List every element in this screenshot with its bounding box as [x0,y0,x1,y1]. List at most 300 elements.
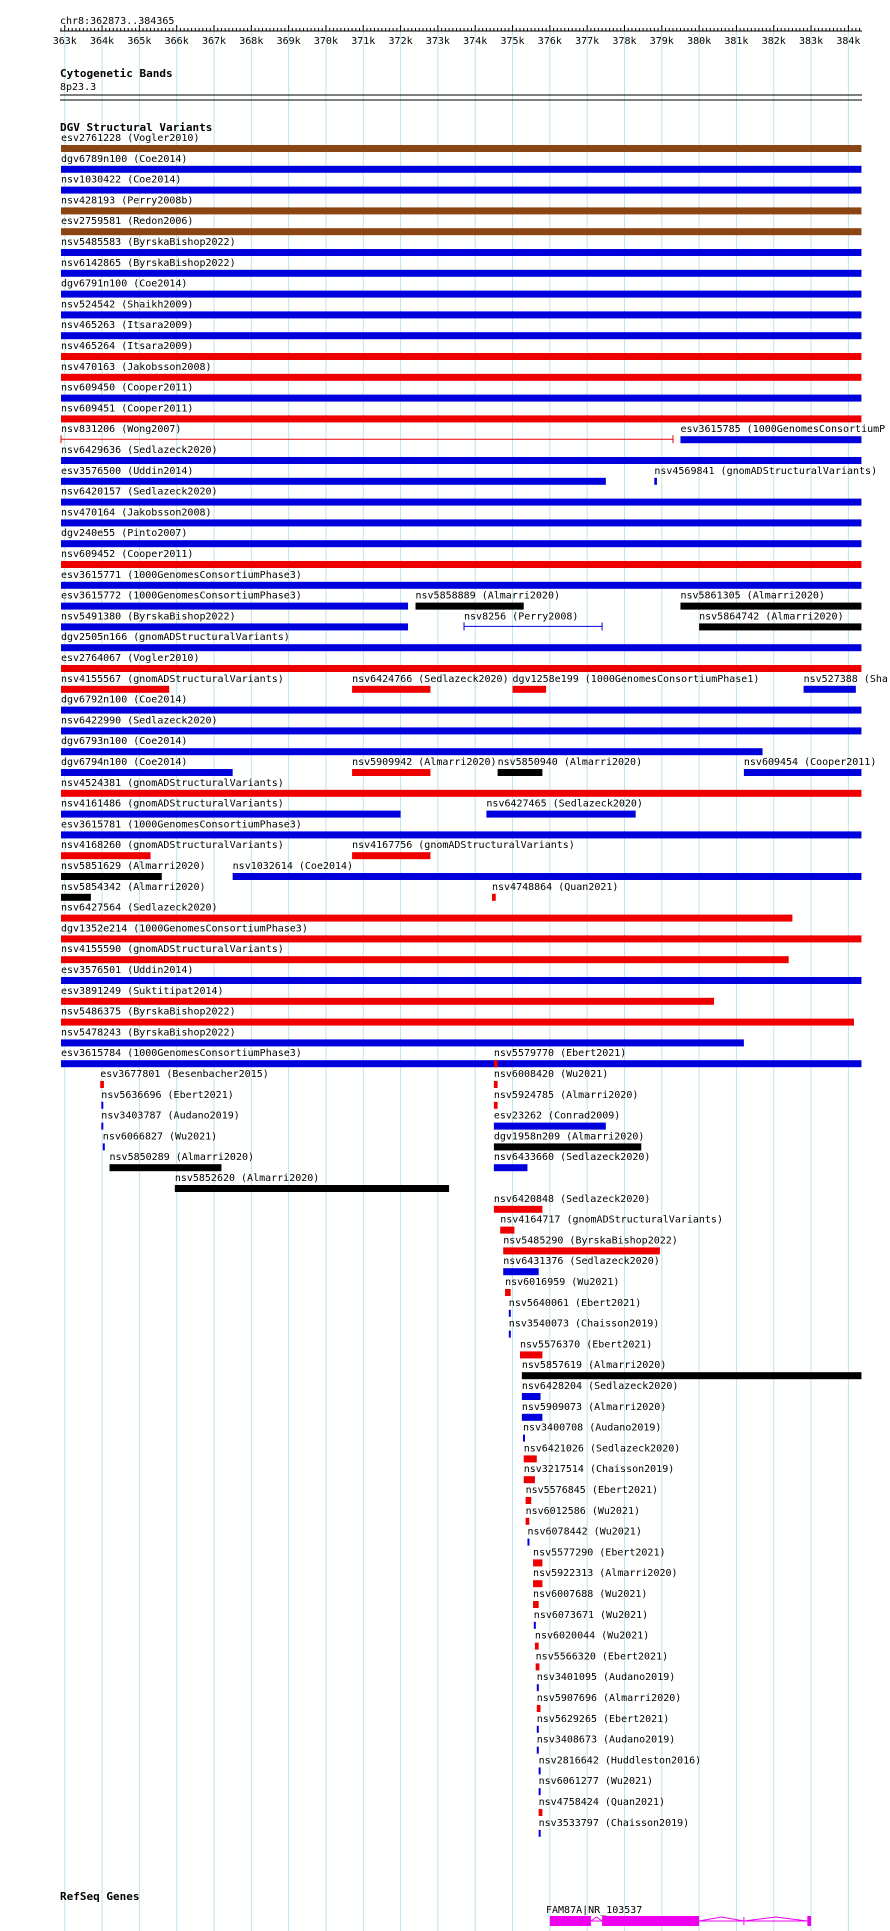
sv-feature-bar[interactable] [522,1414,543,1421]
sv-feature-bar[interactable] [61,748,763,755]
sv-feature[interactable] [61,383,861,402]
sv-feature-bar[interactable] [61,1039,744,1046]
sv-feature[interactable] [537,1735,675,1754]
sv-feature-bar[interactable] [494,1102,498,1109]
sv-feature-label[interactable]: nsv5852620 (Almarri2020) [174,1173,320,1184]
sv-feature-label[interactable]: nsv609451 (Cooper2011) [61,403,194,415]
sv-feature-bar[interactable] [522,1372,862,1379]
sv-feature-bar[interactable] [61,644,861,651]
sv-feature-bar[interactable] [352,769,430,776]
sv-feature-label[interactable]: dgv1352e214 (1000GenomesConsortiumPhase3) [61,923,308,935]
gene-exon[interactable] [807,1916,811,1926]
sv-feature-bar[interactable] [61,228,861,235]
sv-feature-bar[interactable] [513,686,547,693]
sv-feature[interactable] [110,1152,255,1171]
sv-feature-label[interactable]: nsv6421026 (Sedlazeck2020) [523,1443,681,1455]
sv-feature-bar[interactable] [416,603,524,610]
sv-feature-label[interactable]: nsv465264 (Itsara2009) [61,341,194,352]
sv-feature[interactable] [61,320,861,339]
sv-feature-label[interactable]: nsv527388 (Sha [803,673,888,685]
sv-feature[interactable] [61,903,792,922]
sv-feature-bar[interactable] [61,291,861,298]
sv-feature[interactable] [494,1131,645,1150]
sv-feature-label[interactable]: esv3576500 (Uddin2014) [61,465,194,477]
sv-feature[interactable] [539,1797,665,1816]
sv-feature[interactable] [503,1256,660,1275]
sv-feature-bar[interactable] [110,1164,222,1171]
sv-feature-bar[interactable] [537,1684,539,1691]
sv-feature-bar[interactable] [61,145,861,152]
sv-feature-bar[interactable] [505,1289,511,1296]
sv-feature-bar[interactable] [61,852,151,859]
sv-feature[interactable] [61,258,861,277]
sv-feature[interactable] [494,1090,639,1109]
sv-feature-bar[interactable] [61,1019,854,1026]
sv-feature-bar[interactable] [61,207,861,214]
sv-feature-bar[interactable] [523,1435,525,1442]
sv-feature[interactable] [744,757,876,776]
sv-feature-bar[interactable] [804,686,856,693]
sv-feature-bar[interactable] [61,998,714,1005]
sv-feature-bar[interactable] [352,686,430,693]
sv-feature-bar[interactable] [100,1081,104,1088]
sv-feature-label[interactable]: nsv5485290 (ByrskaBishop2022) [503,1235,678,1247]
sv-feature-label[interactable]: nsv5922313 (Almarri2020) [533,1568,678,1580]
sv-feature[interactable] [536,1651,668,1670]
sv-feature[interactable] [539,1818,690,1837]
sv-feature[interactable] [61,632,861,651]
sv-feature-label[interactable]: nsv6078442 (Wu2021) [527,1526,642,1538]
sv-feature-bar[interactable] [61,311,861,318]
sv-feature[interactable] [61,965,861,984]
sv-feature[interactable] [61,362,861,381]
sv-feature[interactable] [500,1215,723,1234]
sv-feature-label[interactable]: nsv5857619 (Almarri2020) [521,1360,667,1372]
sv-feature-label[interactable]: esv3891249 (Suktitipat2014) [61,985,224,997]
sv-feature-label[interactable]: nsv4155567 (gnomADStructuralVariants) [61,673,284,685]
sv-feature-label[interactable]: nsv3401095 (Audano2019) [536,1672,676,1684]
sv-feature-label[interactable]: nsv5924785 (Almarri2020) [493,1089,639,1101]
sv-feature[interactable] [61,611,408,630]
sv-feature[interactable] [61,923,861,942]
sv-feature[interactable] [61,736,763,755]
sv-feature-bar[interactable] [61,811,401,818]
sv-feature[interactable] [804,674,888,693]
sv-feature-label[interactable]: nsv6016959 (Wu2021) [505,1277,620,1288]
sv-feature[interactable] [61,778,861,797]
sv-feature-label[interactable]: nsv6073671 (Wu2021) [533,1609,649,1621]
sv-feature-label[interactable]: nsv5861305 (Almarri2020) [680,590,825,602]
sv-feature[interactable] [526,1506,640,1525]
sv-feature-label[interactable]: nsv6424766 (Sedlazeck2020) [352,673,509,685]
sv-feature[interactable] [494,1152,651,1171]
sv-feature-label[interactable]: nsv5907696 (Almarri2020) [536,1693,682,1704]
sv-feature-bar[interactable] [61,519,861,526]
sv-feature-label[interactable]: esv3615771 (1000GenomesConsortiumPhase3) [61,569,302,581]
sv-feature[interactable] [101,1111,239,1130]
sv-feature-label[interactable]: nsv4161486 (gnomADStructuralVariants) [61,798,284,810]
sv-feature-bar[interactable] [494,1164,528,1171]
sv-feature-label[interactable]: nsv470164 (Jakobsson2008) [61,507,212,519]
sv-feature-bar[interactable] [503,1268,538,1275]
sv-feature-label[interactable]: esv2759581 (Redon2006) [61,216,194,228]
sv-feature-bar[interactable] [61,935,861,942]
sv-feature-bar[interactable] [539,1767,541,1774]
sv-feature-label[interactable]: nsv5478243 (ByrskaBishop2022) [61,1027,236,1039]
sv-feature-label[interactable]: esv3576501 (Uddin2014) [61,965,194,976]
sv-feature[interactable] [61,279,861,298]
sv-feature-bar[interactable] [537,1705,541,1712]
sv-feature[interactable] [61,341,861,360]
sv-feature[interactable] [61,944,789,963]
sv-feature-label[interactable]: nsv5854342 (Almarri2020) [61,881,206,893]
sv-feature-bar[interactable] [492,894,496,901]
sv-feature-bar[interactable] [494,1206,543,1213]
sv-feature-bar[interactable] [61,353,861,360]
sv-feature-label[interactable]: nsv4168260 (gnomADStructuralVariants) [61,840,284,852]
sv-feature-label[interactable]: dgv6792n100 (Coe2014) [61,694,188,706]
sv-feature-label[interactable]: nsv6020044 (Wu2021) [534,1630,650,1642]
sv-feature[interactable] [526,1485,658,1504]
sv-feature-label[interactable]: nsv5576845 (Ebert2021) [525,1485,659,1496]
sv-feature-label[interactable]: nsv3533797 (Chaisson2019) [538,1817,690,1829]
sv-feature[interactable] [61,403,861,422]
sv-feature-bar[interactable] [526,1497,532,1504]
sv-feature[interactable] [61,570,861,589]
sv-feature[interactable] [61,175,861,194]
sv-feature[interactable] [61,819,861,838]
sv-feature[interactable] [61,195,861,214]
sv-feature-label[interactable]: nsv5909942 (Almarri2020) [352,757,497,768]
sv-feature-bar[interactable] [509,1331,511,1338]
sv-feature[interactable] [522,1402,667,1421]
position-ruler[interactable] [53,25,862,47]
sv-feature-bar[interactable] [101,1123,103,1130]
sv-feature-bar[interactable] [61,769,233,776]
sv-feature-bar[interactable] [61,686,169,693]
sv-feature[interactable] [537,1714,669,1733]
sv-feature-bar[interactable] [233,873,862,880]
sv-feature-label[interactable]: nsv1030422 (Coe2014) [61,174,182,186]
sv-feature-bar[interactable] [539,1809,543,1816]
sv-feature-label[interactable]: nsv2816642 (Huddleston2016) [538,1755,702,1767]
sv-feature-bar[interactable] [103,1143,105,1150]
sv-feature-label[interactable]: nsv3408673 (Audano2019) [536,1734,676,1746]
sv-feature-label[interactable]: nsv4164717 (gnomADStructuralVariants) [500,1214,723,1226]
sv-feature[interactable] [509,1319,660,1338]
sv-feature-label[interactable]: esv3615785 (1000GenomesConsortiumP [680,424,886,436]
sv-feature-label[interactable]: nsv5640061 (Ebert2021) [508,1297,642,1309]
sv-feature-bar[interactable] [744,769,862,776]
sv-feature-bar[interactable] [61,270,861,277]
sv-feature[interactable] [352,840,575,859]
sv-feature[interactable] [539,1755,702,1774]
sv-feature-bar[interactable] [61,956,789,963]
sv-feature-label[interactable]: dgv1258e199 (1000GenomesConsortiumPhase1) [512,673,760,685]
sv-feature-label[interactable]: nsv6422990 (Sedlazeck2020) [61,715,218,727]
sv-feature-bar[interactable] [61,582,861,589]
sv-feature-bar[interactable] [539,1788,541,1795]
sv-feature-label[interactable]: nsv6431376 (Sedlazeck2020) [503,1256,660,1268]
sv-feature[interactable] [486,799,643,818]
sv-feature-label[interactable]: nsv5629265 (Ebert2021) [536,1713,670,1725]
sv-feature-label[interactable]: nsv4167756 (gnomADStructuralVariants) [352,840,575,852]
sv-feature-bar[interactable] [61,707,861,714]
sv-feature-bar[interactable] [61,187,861,194]
sv-feature[interactable] [539,1776,653,1795]
sv-feature-bar[interactable] [526,1518,530,1525]
sv-feature-label[interactable]: nsv609450 (Cooper2011) [61,382,194,394]
sv-feature[interactable] [61,507,861,526]
sv-feature-label[interactable]: nsv6428204 (Sedlazeck2020) [521,1381,679,1392]
sv-feature-bar[interactable] [61,395,861,402]
sv-feature[interactable] [492,882,618,901]
sv-feature-label[interactable]: nsv5579770 (Ebert2021) [493,1048,627,1060]
sv-feature-bar[interactable] [533,1559,542,1566]
sv-feature-bar[interactable] [61,374,861,381]
sv-feature[interactable] [535,1631,649,1650]
sv-feature-label[interactable]: nsv6008420 (Wu2021) [493,1069,609,1080]
sv-feature-bar[interactable] [509,1310,511,1317]
sv-feature-label[interactable]: dgv6793n100 (Coe2014) [61,736,188,748]
sv-feature-bar[interactable] [61,894,91,901]
sv-feature-label[interactable]: nsv1032614 (Coe2014) [232,861,354,872]
sv-feature[interactable] [699,611,861,630]
sv-feature-bar[interactable] [534,1622,536,1629]
sv-feature-label[interactable]: nsv3540073 (Chaisson2019) [508,1318,660,1330]
sv-feature[interactable] [61,861,206,880]
sv-feature-bar[interactable] [61,249,861,256]
sv-feature[interactable] [61,757,233,776]
sv-feature-bar[interactable] [61,623,408,630]
sv-feature-bar[interactable] [61,873,162,880]
sv-feature-bar[interactable] [527,1539,529,1546]
sv-feature-bar[interactable] [61,415,861,422]
sv-feature-label[interactable]: esv3615784 (1000GenomesConsortiumPhase3) [61,1048,302,1060]
sv-feature-label[interactable]: nsv428193 (Perry2008b) [61,195,194,207]
sv-feature-bar[interactable] [61,727,861,734]
sv-feature[interactable] [494,1069,608,1088]
cytoband-label[interactable]: 8p23.3 [60,82,97,93]
sv-feature-bar[interactable] [61,561,861,568]
sv-feature-bar[interactable] [503,1247,660,1254]
sv-feature-label[interactable]: nsv5485583 (ByrskaBishop2022) [61,237,236,248]
sv-feature-label[interactable]: dgv6794n100 (Coe2014) [61,757,188,768]
sv-feature[interactable] [61,715,861,734]
sv-feature-label[interactable]: nsv470163 (Jakobsson2008) [61,361,212,373]
sv-feature-label[interactable]: nsv6420848 (Sedlazeck2020) [493,1193,651,1205]
sv-feature-label[interactable]: nsv5486375 (ByrskaBishop2022) [61,1006,236,1018]
sv-feature[interactable] [61,882,206,901]
sv-feature-bar[interactable] [61,831,861,838]
sv-feature-bar[interactable] [699,623,861,630]
sv-feature[interactable] [61,799,401,818]
sv-feature[interactable] [352,674,509,693]
sv-feature-label[interactable]: nsv5577290 (Ebert2021) [533,1547,666,1559]
sv-feature-bar[interactable] [494,1060,498,1067]
sv-feature[interactable] [494,1111,620,1130]
sv-feature-bar[interactable] [61,603,408,610]
sv-feature[interactable] [537,1672,675,1691]
sv-feature-bar[interactable] [536,1663,540,1670]
sv-feature-bar[interactable] [537,1726,539,1733]
sv-feature-label[interactable]: nsv3400708 (Audano2019) [522,1422,662,1434]
sv-feature-label[interactable]: nsv4569841 (gnomADStructuralVariants) [654,465,878,477]
sv-feature[interactable] [100,1069,269,1088]
sv-feature-bar[interactable] [61,478,606,485]
sv-feature-bar[interactable] [61,540,861,547]
sv-feature-bar[interactable] [494,1081,498,1088]
sv-feature-bar[interactable] [61,977,861,984]
sv-feature-label[interactable]: nsv609452 (Cooper2011) [61,549,194,560]
sv-feature-label[interactable]: nsv5636696 (Ebert2021) [101,1089,234,1101]
sv-feature[interactable] [416,591,561,610]
sv-feature[interactable] [61,237,861,256]
sv-feature[interactable] [61,695,861,714]
sv-feature[interactable] [503,1235,678,1254]
sv-feature[interactable] [61,154,861,173]
sv-feature[interactable] [61,840,284,859]
sv-feature-label[interactable]: nsv5491380 (ByrskaBishop2022) [61,611,236,623]
sv-feature[interactable] [533,1568,678,1587]
sv-feature-bar[interactable] [486,811,635,818]
gene-exon[interactable] [602,1916,699,1926]
sv-feature-label[interactable]: nsv5851629 (Almarri2020) [61,861,206,872]
sv-feature-bar[interactable] [61,790,861,797]
sv-feature[interactable] [654,466,877,485]
sv-feature-label[interactable]: nsv6433660 (Sedlazeck2020) [493,1152,651,1164]
sv-feature-bar[interactable] [522,1393,541,1400]
sv-feature-label[interactable]: esv2764067 (Vogler2010) [61,653,200,664]
sv-feature-label[interactable]: esv3615781 (1000GenomesConsortiumPhase3) [61,819,302,831]
sv-feature-bar[interactable] [533,1601,539,1608]
sv-feature-label[interactable]: esv2761228 (Vogler2010) [61,133,200,144]
sv-feature[interactable] [523,1423,661,1442]
sv-feature[interactable] [61,466,606,485]
sv-feature[interactable] [524,1443,681,1462]
sv-feature[interactable] [534,1610,648,1629]
sv-feature[interactable] [61,216,861,235]
sv-feature[interactable] [464,611,602,630]
sv-feature-label[interactable]: nsv5566320 (Ebert2021) [535,1651,669,1663]
sv-feature-label[interactable]: nsv6427465 (Sedlazeck2020) [486,798,643,810]
sv-feature-label[interactable]: dgv2505n166 (gnomADStructuralVariants) [61,632,290,644]
sv-feature-label[interactable]: nsv6012586 (Wu2021) [525,1505,640,1517]
sv-feature-label[interactable]: nsv5850289 (Almarri2020) [109,1152,255,1164]
sv-feature-bar[interactable] [494,1143,641,1150]
sv-feature[interactable] [533,1547,665,1566]
sv-feature[interactable] [509,1298,641,1317]
sv-feature-bar[interactable] [175,1185,449,1192]
sv-feature-bar[interactable] [61,499,861,506]
sv-feature-label[interactable]: nsv6429636 (Sedlazeck2020) [61,445,218,456]
sv-feature[interactable] [494,1194,651,1213]
sv-feature-bar[interactable] [494,1123,606,1130]
sv-feature[interactable] [61,487,861,506]
sv-feature-label[interactable]: nsv6420157 (Sedlazeck2020) [61,486,218,498]
sv-feature-bar[interactable] [520,1351,542,1358]
sv-feature[interactable] [61,1027,744,1046]
sv-feature-bar[interactable] [61,332,861,339]
sv-feature[interactable] [61,653,861,672]
sv-feature-bar[interactable] [101,1102,103,1109]
sv-feature-bar[interactable] [680,436,861,443]
sv-feature-bar[interactable] [352,852,430,859]
sv-feature[interactable] [537,1693,682,1712]
sv-feature-label[interactable]: esv3615772 (1000GenomesConsortiumPhase3) [61,590,302,602]
sv-feature-label[interactable]: nsv4748864 (Quan2021) [492,881,619,893]
sv-feature-bar[interactable] [61,166,861,173]
sv-feature-bar[interactable] [524,1455,537,1462]
sv-feature[interactable] [61,1007,854,1026]
sv-feature-label[interactable]: nsv5858889 (Almarri2020) [415,590,561,602]
sv-feature-bar[interactable] [537,1747,539,1754]
sv-feature-bar[interactable] [61,457,861,464]
sv-feature-label[interactable]: nsv5864742 (Almarri2020) [699,611,844,623]
sv-feature[interactable] [680,591,861,610]
gene-exon[interactable] [550,1916,591,1926]
sv-feature-label[interactable]: nsv3403787 (Audano2019) [101,1110,240,1122]
sv-feature-bar[interactable] [533,1580,542,1587]
sv-feature-bar[interactable] [524,1476,535,1483]
sv-feature-bar[interactable] [535,1643,539,1650]
sv-feature[interactable] [61,528,861,547]
sv-feature-label[interactable]: nsv609454 (Cooper2011) [743,757,877,768]
sv-feature[interactable] [61,674,284,693]
sv-feature[interactable] [61,133,861,152]
sv-feature-bar[interactable] [539,1830,541,1837]
gene-label[interactable]: FAM87A|NR_103537 [546,1905,643,1916]
sv-feature-label[interactable]: nsv6007688 (Wu2021) [533,1589,648,1600]
sv-feature[interactable] [175,1173,449,1192]
sv-feature-label[interactable]: nsv4524381 (gnomADStructuralVariants) [61,777,284,789]
sv-feature-bar[interactable] [500,1227,514,1234]
sv-feature[interactable] [103,1131,217,1150]
sv-feature[interactable] [61,591,408,610]
sv-feature[interactable] [61,299,861,318]
sv-feature[interactable] [498,757,642,776]
sv-feature-label[interactable]: nsv524542 (Shaikh2009) [61,299,194,311]
sv-feature-label[interactable]: nsv3217514 (Chaisson2019) [523,1464,675,1476]
sv-feature-bar[interactable] [498,769,543,776]
sv-feature[interactable] [61,424,673,443]
sv-feature-label[interactable]: nsv5909073 (Almarri2020) [521,1401,667,1413]
sv-feature-label[interactable]: dgv6791n100 (Coe2014) [61,278,188,290]
sv-feature[interactable] [505,1277,619,1296]
sv-feature-label[interactable]: dgv6789n100 (Coe2014) [61,153,188,165]
sv-feature-label[interactable]: nsv6142865 (ByrskaBishop2022) [61,257,236,269]
sv-feature[interactable] [522,1381,679,1400]
sv-feature-bar[interactable] [680,603,861,610]
sv-feature-label[interactable]: esv3677801 (Besenbacher2015) [100,1069,269,1080]
sv-feature[interactable] [524,1464,675,1483]
sv-feature-label[interactable]: nsv465263 (Itsara2009) [61,320,194,332]
sv-feature-label[interactable]: esv23262 (Conrad2009) [493,1110,621,1122]
sv-feature-bar[interactable] [61,665,861,672]
sv-feature[interactable] [61,1048,861,1067]
sv-feature-label[interactable]: nsv6066827 (Wu2021) [102,1131,218,1143]
sv-feature-bar[interactable] [61,915,792,922]
sv-feature[interactable] [61,445,861,464]
sv-feature-label[interactable]: dgv1958n209 (Almarri2020) [493,1131,645,1143]
sv-feature[interactable] [61,986,714,1005]
sv-feature[interactable] [233,861,862,880]
sv-feature-bar[interactable] [654,478,657,485]
sv-feature[interactable] [680,424,885,443]
sv-feature-label[interactable]: nsv6061277 (Wu2021) [538,1776,654,1788]
sv-feature[interactable] [522,1360,862,1379]
sv-feature-label[interactable]: nsv4155590 (gnomADStructuralVariants) [61,944,284,956]
